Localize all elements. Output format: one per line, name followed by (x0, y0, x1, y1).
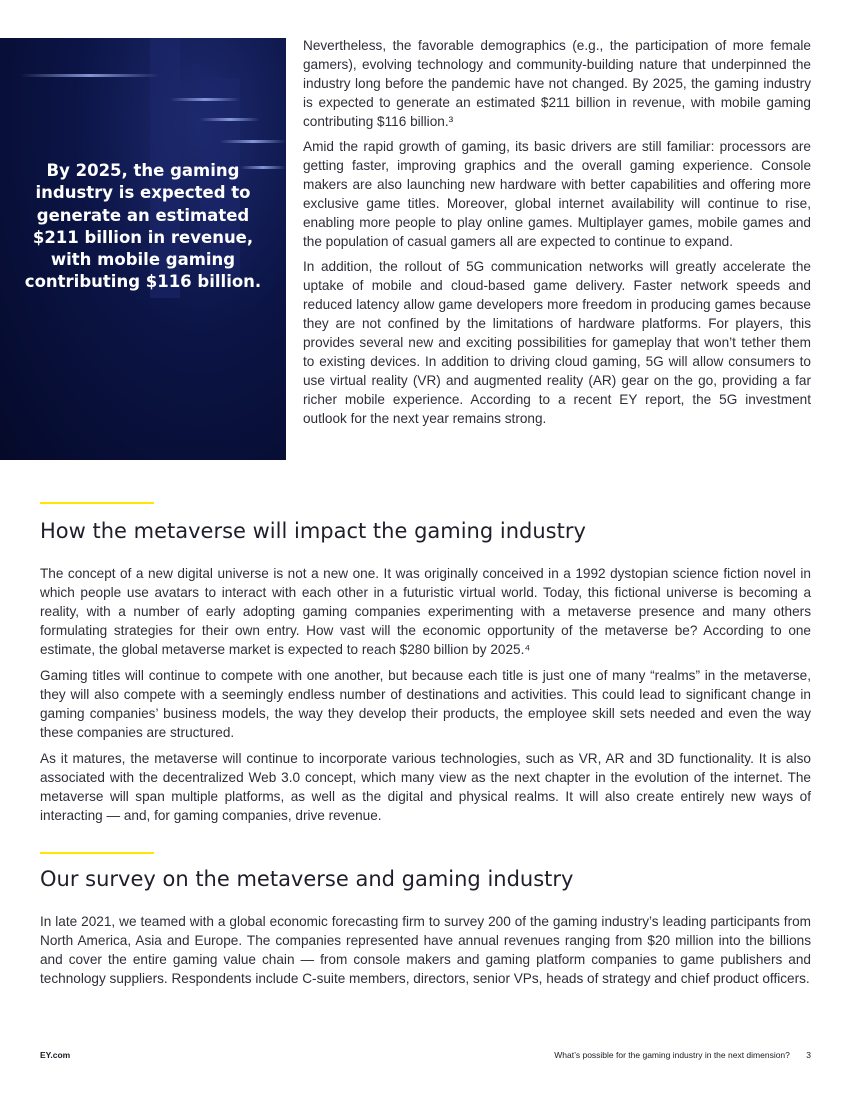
intro-paragraph: In addition, the rollout of 5G communication networks will greatly accelerate the uptake of mobile and cloud-based game delivery. Faster network speeds and reduced latency allow game developers more freedom in producing games because they are not confined by the limitations of hardware platforms. For players, this provides several new and exciting possibilities for gameplay that won’t tether them to existing devices. In addition to driving cloud gaming, 5G will allow consumers to use virtual reality (VR) and augmented reality (AR) gear on the go, providing a far richer mobile experience. According to a recent EY report, the 5G investment outlook for the next year remains strong. (303, 259, 811, 426)
section-paragraph: In late 2021, we teamed with a global economic forecasting firm to survey 200 of the gaming industry’s leading participants from North America, Asia and Europe. The companies represented have annual revenues ranging from $20 million into the billions and cover the entire gaming value chain — from console makers and gaming platform companies to game publishers and technology suppliers. Respondents include C-suite members, directors, senior VPs, heads of strategy and chief product officers. (40, 914, 811, 986)
hero-image-panel (0, 38, 286, 460)
section-body (40, 564, 811, 825)
section-paragraph: The concept of a new digital universe is not a new one. It was originally conceived in a 1992 dystopian science fiction novel in which people use avatars to interact with each other in a futuristic virtual world. Today, this fictional universe is becoming a reality, with a number of early adopting gaming companies experimenting with a metaverse presence and many others formulating strategies for their own entry. How vast will the economic opportunity of the metaverse be? According to one estimate, the global metaverse market is expected to reach $280 billion by 2025.⁴ (40, 566, 811, 657)
section-body (40, 912, 811, 988)
section-paragraph: Gaming titles will continue to compete with one another, but because each title is just one of many “realms” in the metaverse, they will also compete with a seemingly endless number of destinations and activities. This could lead to significant change in gaming companies’ business models, the way they develop their products, the employee skill sets needed and even the way these companies are structured. (40, 668, 811, 740)
intro-paragraph: Amid the rapid growth of gaming, its basic drivers are still familiar: processors are getting faster, improving graphics and the overall gaming experience. Console makers are also launching new hardware with better capabilities and offering more exclusive game titles. Moreover, global internet availability will continue to rise, enabling more people to play online games. Multiplayer games, mobile games and the population of casual gamers all are expected to continue to expand. (303, 139, 811, 249)
page-number: 3 (806, 1050, 811, 1060)
hero-pull-quote: By 2025, the gaming industry is expected to generate an estimated $211 billion in revenue, with mobile gaming contributing $116 billion. (24, 161, 262, 292)
hero-light-streak (220, 140, 286, 143)
intro-column (303, 36, 811, 434)
hero-light-streak (170, 98, 240, 101)
section-paragraph: As it matures, the metaverse will continue to incorporate various technologies, such as VR, AR and 3D functionality. It is also associated with the decentralized Web 3.0 concept, which many view as the next chapter in the evolution of the internet. The metaverse will span multiple platforms, as well as the digital and physical realms. It will also create entirely new ways of interacting — and, for gaming companies, drive revenue. (40, 751, 811, 823)
metaverse-section (40, 502, 811, 832)
section-accent-rule (40, 502, 154, 504)
section-heading: Our survey on the metaverse and gaming industry (40, 867, 574, 891)
survey-section (40, 852, 811, 995)
footer-right (554, 1050, 811, 1060)
section-accent-rule (40, 852, 154, 854)
page-footer (40, 1050, 811, 1064)
hero-light-streak (200, 118, 260, 121)
intro-paragraph: Nevertheless, the favorable demographics (e.g., the participation of more female gamers), evolving technology and community-building nature that underpinned the industry long before the pandemic have not changed. By 2025, the gaming industry is expected to generate an estimated $211 billion in revenue, with mobile gaming contributing $116 billion.³ (303, 38, 811, 129)
footer-document-title: What’s possible for the gaming industry in the next dimension? (554, 1050, 790, 1060)
hero-light-streak (20, 74, 160, 77)
section-heading: How the metaverse will impact the gaming industry (40, 519, 586, 543)
footer-site-link[interactable]: EY.com (40, 1050, 71, 1060)
